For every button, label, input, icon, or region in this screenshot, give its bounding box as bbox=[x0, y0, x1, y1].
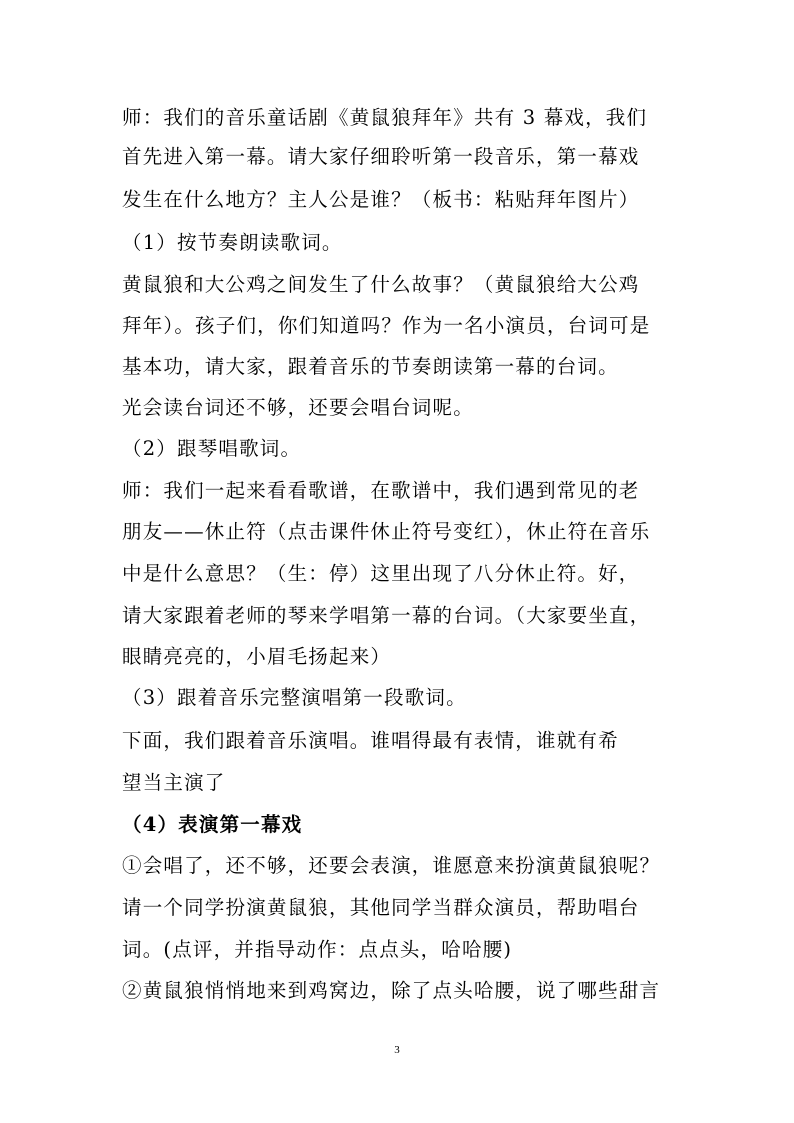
text-line: 师：我们的音乐童话剧《黄鼠狼拜年》共有 3 幕戏，我们 bbox=[122, 106, 648, 129]
text-line: 光会读台词还不够，还要会唱台词呢。 bbox=[122, 396, 474, 419]
text-line: 朋友——休止符（点击课件休止符号变红），休止符在音乐 bbox=[122, 520, 651, 543]
text-line: 黄鼠狼和大公鸡之间发生了什么故事？（黄鼠狼给大公鸡 bbox=[122, 273, 640, 296]
text-line: 请一个同学扮演黄鼠狼，其他同学当群众演员，帮助唱台 bbox=[122, 896, 640, 919]
text-line: 望当主演了 bbox=[122, 771, 226, 794]
text-line: 首先进入第一幕。请大家仔细聆听第一段音乐，第一幕戏 bbox=[122, 145, 640, 168]
text-line: 发生在什么地方？主人公是谁？（板书：粘贴拜年图片） bbox=[122, 188, 640, 211]
text-line: 基本功，请大家，跟着音乐的节奏朗读第一幕的台词。 bbox=[122, 355, 619, 378]
text-line: 中是什么意思？（生：停）这里出现了八分休止符。好， bbox=[122, 562, 640, 585]
text-line: ①会唱了，还不够，还要会表演，谁愿意来扮演黄鼠狼呢？ bbox=[122, 854, 661, 877]
text-line: 下面，我们跟着音乐演唱。谁唱得最有表情，谁就有希 bbox=[122, 729, 619, 752]
text-line: 拜年）。孩子们，你们知道吗？作为一名小演员，台词可是 bbox=[122, 314, 651, 337]
text-line: 词。(点评，并指导动作：点点头，哈哈腰) bbox=[122, 938, 513, 961]
section-heading: （2）跟琴唱歌词。 bbox=[122, 437, 302, 460]
text-line: ②黄鼠狼悄悄地来到鸡窝边，除了点头哈腰，说了哪些甜言 bbox=[122, 979, 661, 1002]
text-line: 请大家跟着老师的琴来学唱第一幕的台词。（大家要坐直， bbox=[122, 604, 651, 627]
text-line: 眼睛亮亮的，小眉毛扬起来） bbox=[122, 645, 392, 668]
section-heading: （3）跟着音乐完整演唱第一段歌词。 bbox=[122, 686, 467, 709]
text-line: 师：我们一起来看看歌谱，在歌谱中，我们遇到常见的老 bbox=[122, 479, 640, 502]
section-heading: （1）按节奏朗读歌词。 bbox=[122, 231, 343, 254]
section-heading: （4）表演第一幕戏 bbox=[122, 813, 303, 836]
page-number: 3 bbox=[394, 1044, 400, 1056]
